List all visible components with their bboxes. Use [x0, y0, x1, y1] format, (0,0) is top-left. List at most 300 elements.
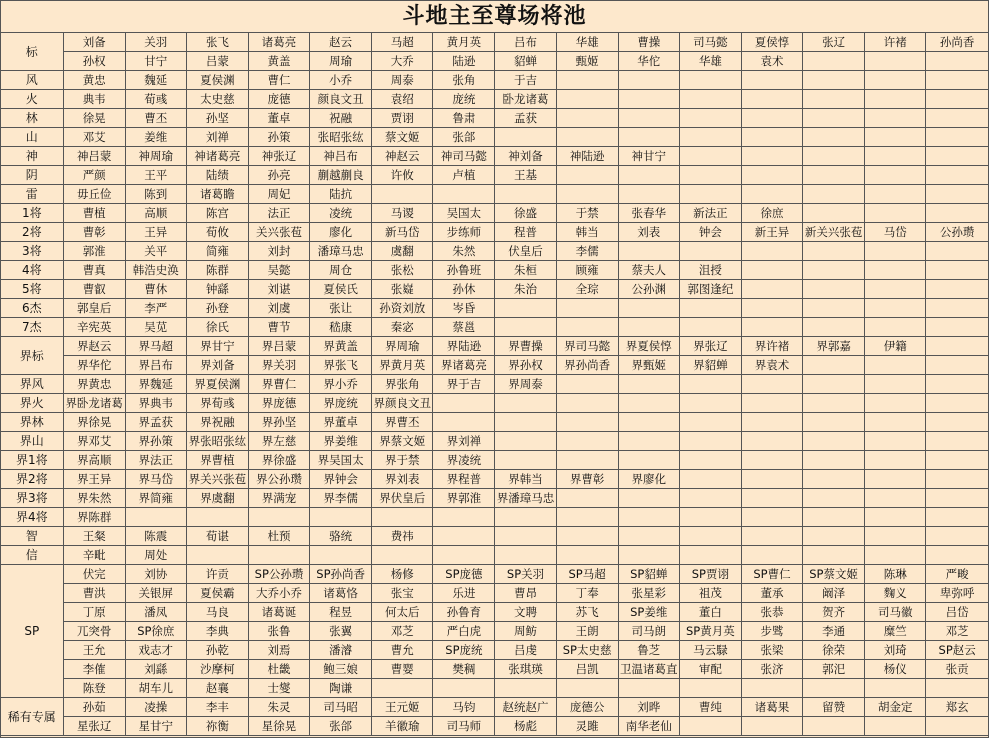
general-cell[interactable] — [865, 261, 926, 280]
general-cell[interactable]: 界韩当 — [495, 470, 556, 489]
general-cell[interactable]: 祢衡 — [186, 717, 248, 736]
general-cell[interactable]: 王允 — [63, 641, 125, 660]
general-cell[interactable] — [679, 375, 741, 394]
general-cell[interactable] — [679, 128, 741, 147]
general-cell[interactable]: 张宝 — [372, 584, 433, 603]
general-cell[interactable] — [926, 717, 988, 736]
general-cell[interactable] — [741, 147, 802, 166]
general-cell[interactable]: 神张辽 — [248, 147, 309, 166]
general-cell[interactable]: 界周瑜 — [372, 337, 433, 356]
general-cell[interactable] — [926, 679, 988, 698]
general-cell[interactable]: 关平 — [125, 242, 186, 261]
general-cell[interactable]: 关兴张苞 — [248, 223, 309, 242]
general-cell[interactable]: 程普 — [495, 223, 556, 242]
general-cell[interactable]: 鲁肃 — [433, 109, 495, 128]
general-cell[interactable]: SP贾诩 — [679, 565, 741, 584]
general-cell[interactable]: 刘焉 — [248, 641, 309, 660]
general-cell[interactable]: 界简雍 — [125, 489, 186, 508]
general-cell[interactable]: 贾诩 — [372, 109, 433, 128]
general-cell[interactable] — [372, 546, 433, 565]
general-cell[interactable] — [741, 717, 802, 736]
general-cell[interactable] — [865, 394, 926, 413]
general-cell[interactable]: 界颜良文丑 — [372, 394, 433, 413]
general-cell[interactable]: 刘虞 — [248, 299, 309, 318]
general-cell[interactable] — [926, 394, 988, 413]
general-cell[interactable] — [372, 679, 433, 698]
general-cell[interactable]: 界司马懿 — [556, 337, 618, 356]
general-cell[interactable]: 朱桓 — [495, 261, 556, 280]
general-cell[interactable] — [618, 546, 679, 565]
general-cell[interactable]: 陆逊 — [433, 52, 495, 71]
general-cell[interactable]: 王平 — [125, 166, 186, 185]
general-cell[interactable] — [741, 489, 802, 508]
general-cell[interactable] — [926, 337, 988, 356]
general-cell[interactable]: 南华老仙 — [618, 717, 679, 736]
general-cell[interactable]: 赵云 — [310, 33, 372, 52]
general-cell[interactable]: 曹昂 — [495, 584, 556, 603]
general-cell[interactable] — [679, 508, 741, 527]
general-cell[interactable]: 赵襄 — [186, 679, 248, 698]
general-cell[interactable]: 神甘宁 — [618, 147, 679, 166]
general-cell[interactable]: 张飞 — [186, 33, 248, 52]
general-cell[interactable]: 张松 — [372, 261, 433, 280]
general-cell[interactable]: 鲍三娘 — [310, 660, 372, 679]
general-cell[interactable] — [679, 147, 741, 166]
general-cell[interactable]: 界马超 — [125, 337, 186, 356]
general-cell[interactable] — [618, 299, 679, 318]
general-cell[interactable]: 界关兴张苞 — [186, 470, 248, 489]
general-cell[interactable] — [865, 413, 926, 432]
general-cell[interactable] — [865, 90, 926, 109]
general-cell[interactable]: 陈群 — [186, 261, 248, 280]
general-cell[interactable] — [803, 280, 865, 299]
general-cell[interactable]: 曹允 — [372, 641, 433, 660]
general-cell[interactable]: 张春华 — [618, 204, 679, 223]
general-cell[interactable]: 于吉 — [495, 71, 556, 90]
general-cell[interactable] — [865, 375, 926, 394]
general-cell[interactable] — [741, 432, 802, 451]
general-cell[interactable] — [865, 717, 926, 736]
general-cell[interactable]: 界曹植 — [186, 451, 248, 470]
general-cell[interactable]: 虞翻 — [372, 242, 433, 261]
general-cell[interactable] — [556, 489, 618, 508]
general-cell[interactable] — [556, 527, 618, 546]
general-cell[interactable]: 曹植 — [63, 204, 125, 223]
general-cell[interactable] — [618, 109, 679, 128]
general-cell[interactable] — [926, 527, 988, 546]
general-cell[interactable]: 嵇康 — [310, 318, 372, 337]
general-cell[interactable] — [618, 71, 679, 90]
general-cell[interactable]: 丁奉 — [556, 584, 618, 603]
general-cell[interactable]: 卧龙诸葛 — [495, 90, 556, 109]
general-cell[interactable] — [741, 679, 802, 698]
general-cell[interactable]: 吴国太 — [433, 204, 495, 223]
general-cell[interactable] — [741, 299, 802, 318]
general-cell[interactable]: 界周泰 — [495, 375, 556, 394]
general-cell[interactable]: 司马徽 — [865, 603, 926, 622]
general-cell[interactable] — [618, 375, 679, 394]
general-cell[interactable]: 董卓 — [248, 109, 309, 128]
general-cell[interactable]: 司马朗 — [618, 622, 679, 641]
general-cell[interactable] — [495, 413, 556, 432]
general-cell[interactable]: 诸葛恪 — [310, 584, 372, 603]
general-cell[interactable]: 孙茹 — [63, 698, 125, 717]
general-cell[interactable]: 诸葛亮 — [248, 33, 309, 52]
general-cell[interactable]: 曹纯 — [679, 698, 741, 717]
general-cell[interactable] — [803, 128, 865, 147]
general-cell[interactable]: 曹彰 — [63, 223, 125, 242]
general-cell[interactable]: 黄月英 — [433, 33, 495, 52]
general-cell[interactable]: 赵统赵广 — [495, 698, 556, 717]
general-cell[interactable]: SP庞德 — [433, 565, 495, 584]
general-cell[interactable] — [865, 147, 926, 166]
general-cell[interactable]: 孙乾 — [186, 641, 248, 660]
general-cell[interactable] — [741, 546, 802, 565]
general-cell[interactable] — [926, 147, 988, 166]
general-cell[interactable] — [926, 242, 988, 261]
general-cell[interactable]: 严畯 — [926, 565, 988, 584]
general-cell[interactable]: 戏志才 — [125, 641, 186, 660]
general-cell[interactable] — [495, 318, 556, 337]
general-cell[interactable] — [618, 413, 679, 432]
general-cell[interactable]: 陈登 — [63, 679, 125, 698]
general-cell[interactable] — [865, 432, 926, 451]
general-cell[interactable]: 张嶷 — [372, 280, 433, 299]
general-cell[interactable]: 界貂蝉 — [679, 356, 741, 375]
general-cell[interactable]: 董白 — [679, 603, 741, 622]
general-cell[interactable]: 全琮 — [556, 280, 618, 299]
general-cell[interactable]: SP蔡文姬 — [803, 565, 865, 584]
general-cell[interactable]: 刘晔 — [618, 698, 679, 717]
general-cell[interactable]: 王元姬 — [372, 698, 433, 717]
general-cell[interactable]: 界郭嘉 — [803, 337, 865, 356]
general-cell[interactable]: 吕凯 — [556, 660, 618, 679]
general-cell[interactable]: 界程普 — [433, 470, 495, 489]
general-cell[interactable]: 张恭 — [741, 603, 802, 622]
general-cell[interactable]: 曹休 — [125, 280, 186, 299]
general-cell[interactable]: 界小乔 — [310, 375, 372, 394]
general-cell[interactable]: 界夏侯渊 — [186, 375, 248, 394]
general-cell[interactable]: 界典韦 — [125, 394, 186, 413]
general-cell[interactable]: 界夏侯惇 — [618, 337, 679, 356]
general-cell[interactable]: 张昭张纮 — [310, 128, 372, 147]
general-cell[interactable]: 界孙尚香 — [556, 356, 618, 375]
general-cell[interactable]: 于禁 — [556, 204, 618, 223]
general-cell[interactable]: 李丰 — [186, 698, 248, 717]
general-cell[interactable]: 界甘宁 — [186, 337, 248, 356]
general-cell[interactable]: 刘谌 — [248, 280, 309, 299]
general-cell[interactable] — [679, 90, 741, 109]
general-cell[interactable] — [556, 451, 618, 470]
general-cell[interactable] — [865, 470, 926, 489]
general-cell[interactable]: 神陆逊 — [556, 147, 618, 166]
general-cell[interactable]: 羊徽瑜 — [372, 717, 433, 736]
general-cell[interactable]: 马云騄 — [679, 641, 741, 660]
general-cell[interactable]: 辛毗 — [63, 546, 125, 565]
general-cell[interactable] — [556, 679, 618, 698]
general-cell[interactable] — [495, 546, 556, 565]
general-cell[interactable]: 郭皇后 — [63, 299, 125, 318]
general-cell[interactable]: 郑玄 — [926, 698, 988, 717]
general-cell[interactable]: 孙权 — [63, 52, 125, 71]
general-cell[interactable]: 乐进 — [433, 584, 495, 603]
general-cell[interactable]: 杨修 — [372, 565, 433, 584]
general-cell[interactable]: 曹婴 — [372, 660, 433, 679]
general-cell[interactable]: 胡金定 — [865, 698, 926, 717]
general-cell[interactable] — [556, 90, 618, 109]
general-cell[interactable]: 界虞翻 — [186, 489, 248, 508]
general-cell[interactable]: 辛宪英 — [63, 318, 125, 337]
general-cell[interactable]: 魏延 — [125, 71, 186, 90]
general-cell[interactable]: 界李儒 — [310, 489, 372, 508]
general-cell[interactable]: SP赵云 — [926, 641, 988, 660]
general-cell[interactable]: 界祝融 — [186, 413, 248, 432]
general-cell[interactable]: 夏侯渊 — [186, 71, 248, 90]
general-cell[interactable] — [803, 508, 865, 527]
general-cell[interactable]: 许褚 — [865, 33, 926, 52]
general-cell[interactable] — [679, 546, 741, 565]
general-cell[interactable]: 星甘宁 — [125, 717, 186, 736]
general-cell[interactable] — [556, 546, 618, 565]
general-cell[interactable]: 姜维 — [125, 128, 186, 147]
general-cell[interactable] — [926, 166, 988, 185]
general-cell[interactable]: 王异 — [125, 223, 186, 242]
general-cell[interactable] — [926, 204, 988, 223]
general-cell[interactable] — [803, 299, 865, 318]
general-cell[interactable]: 界黄忠 — [63, 375, 125, 394]
general-cell[interactable]: 刘备 — [63, 33, 125, 52]
general-cell[interactable]: 张郃 — [310, 717, 372, 736]
general-cell[interactable] — [433, 394, 495, 413]
general-cell[interactable] — [679, 109, 741, 128]
general-cell[interactable]: 张琪瑛 — [495, 660, 556, 679]
general-cell[interactable]: SP关羽 — [495, 565, 556, 584]
general-cell[interactable]: 孟获 — [495, 109, 556, 128]
general-cell[interactable]: 吕岱 — [926, 603, 988, 622]
general-cell[interactable]: 吕虔 — [495, 641, 556, 660]
general-cell[interactable]: 法正 — [248, 204, 309, 223]
general-cell[interactable]: 界廖化 — [618, 470, 679, 489]
general-cell[interactable]: 陈宫 — [186, 204, 248, 223]
general-cell[interactable]: 界公孙瓒 — [248, 470, 309, 489]
general-cell[interactable]: 马超 — [372, 33, 433, 52]
general-cell[interactable]: 界庞统 — [310, 394, 372, 413]
general-cell[interactable]: 界徐盛 — [248, 451, 309, 470]
general-cell[interactable]: 界荀彧 — [186, 394, 248, 413]
general-cell[interactable]: 留赞 — [803, 698, 865, 717]
general-cell[interactable]: 界庞德 — [248, 394, 309, 413]
general-cell[interactable]: 新王异 — [741, 223, 802, 242]
general-cell[interactable]: 界姜维 — [310, 432, 372, 451]
general-cell[interactable] — [803, 52, 865, 71]
general-cell[interactable]: 吴懿 — [248, 261, 309, 280]
general-cell[interactable] — [741, 280, 802, 299]
general-cell[interactable] — [679, 413, 741, 432]
general-cell[interactable] — [741, 185, 802, 204]
general-cell[interactable]: 界袁术 — [741, 356, 802, 375]
general-cell[interactable]: 荀谌 — [186, 527, 248, 546]
general-cell[interactable]: 张翼 — [310, 622, 372, 641]
general-cell[interactable] — [803, 546, 865, 565]
general-cell[interactable]: 神吕蒙 — [63, 147, 125, 166]
general-cell[interactable] — [556, 299, 618, 318]
general-cell[interactable]: 界于吉 — [433, 375, 495, 394]
general-cell[interactable]: 庞统 — [433, 90, 495, 109]
general-cell[interactable]: 界潘璋马忠 — [495, 489, 556, 508]
general-cell[interactable] — [865, 242, 926, 261]
general-cell[interactable] — [865, 679, 926, 698]
general-cell[interactable]: SP庞统 — [433, 641, 495, 660]
general-cell[interactable]: 周处 — [125, 546, 186, 565]
general-cell[interactable]: 界马岱 — [125, 470, 186, 489]
general-cell[interactable]: 界甄姬 — [618, 356, 679, 375]
general-cell[interactable]: 蒯越蒯良 — [310, 166, 372, 185]
general-cell[interactable]: 卑弥呼 — [926, 584, 988, 603]
general-cell[interactable]: 糜竺 — [865, 622, 926, 641]
general-cell[interactable] — [679, 470, 741, 489]
general-cell[interactable] — [741, 90, 802, 109]
general-cell[interactable]: 孙鲁班 — [433, 261, 495, 280]
general-cell[interactable]: 张星彩 — [618, 584, 679, 603]
general-cell[interactable]: 界关羽 — [248, 356, 309, 375]
general-cell[interactable] — [556, 432, 618, 451]
general-cell[interactable]: 丁原 — [63, 603, 125, 622]
general-cell[interactable] — [741, 394, 802, 413]
general-cell[interactable]: 袁绍 — [372, 90, 433, 109]
general-cell[interactable]: 神诸葛亮 — [186, 147, 248, 166]
general-cell[interactable] — [803, 71, 865, 90]
general-cell[interactable]: 曹仁 — [248, 71, 309, 90]
general-cell[interactable] — [926, 280, 988, 299]
general-cell[interactable]: 祝融 — [310, 109, 372, 128]
general-cell[interactable]: 曹节 — [248, 318, 309, 337]
general-cell[interactable]: 阚泽 — [803, 584, 865, 603]
general-cell[interactable]: 孙鲁育 — [433, 603, 495, 622]
general-cell[interactable]: 许攸 — [372, 166, 433, 185]
general-cell[interactable] — [495, 527, 556, 546]
general-cell[interactable] — [803, 109, 865, 128]
general-cell[interactable] — [679, 166, 741, 185]
general-cell[interactable] — [926, 470, 988, 489]
general-cell[interactable]: 夏侯氏 — [310, 280, 372, 299]
general-cell[interactable]: 李典 — [186, 622, 248, 641]
general-cell[interactable]: SP太史慈 — [556, 641, 618, 660]
general-cell[interactable]: 界孙坚 — [248, 413, 309, 432]
general-cell[interactable] — [741, 375, 802, 394]
general-cell[interactable] — [248, 546, 309, 565]
general-cell[interactable]: 周瑜 — [310, 52, 372, 71]
general-cell[interactable]: 孙坚 — [186, 109, 248, 128]
general-cell[interactable]: 周仓 — [310, 261, 372, 280]
general-cell[interactable]: 界黄盖 — [310, 337, 372, 356]
general-cell[interactable]: 蔡文姬 — [372, 128, 433, 147]
general-cell[interactable]: 界凌统 — [433, 451, 495, 470]
general-cell[interactable]: 杨仪 — [865, 660, 926, 679]
general-cell[interactable]: 界伏皇后 — [372, 489, 433, 508]
general-cell[interactable] — [679, 71, 741, 90]
general-cell[interactable]: 新马岱 — [372, 223, 433, 242]
general-cell[interactable]: 伏完 — [63, 565, 125, 584]
general-cell[interactable]: 朱然 — [433, 242, 495, 261]
general-cell[interactable]: SP孙尚香 — [310, 565, 372, 584]
general-cell[interactable] — [556, 128, 618, 147]
general-cell[interactable] — [186, 508, 248, 527]
general-cell[interactable]: 界卧龙诸葛 — [63, 394, 125, 413]
general-cell[interactable] — [741, 109, 802, 128]
general-cell[interactable]: 新法正 — [679, 204, 741, 223]
general-cell[interactable]: 界郭淮 — [433, 489, 495, 508]
general-cell[interactable]: 张郃 — [433, 128, 495, 147]
general-cell[interactable] — [803, 679, 865, 698]
general-cell[interactable]: 审配 — [679, 660, 741, 679]
general-cell[interactable] — [803, 451, 865, 470]
general-cell[interactable]: 孙策 — [248, 128, 309, 147]
general-cell[interactable]: 潘凤 — [125, 603, 186, 622]
general-cell[interactable]: 庞德 — [248, 90, 309, 109]
general-cell[interactable] — [741, 470, 802, 489]
general-cell[interactable]: 界吕布 — [125, 356, 186, 375]
general-cell[interactable] — [372, 185, 433, 204]
general-cell[interactable]: 司马师 — [433, 717, 495, 736]
general-cell[interactable]: 界魏延 — [125, 375, 186, 394]
general-cell[interactable] — [495, 432, 556, 451]
general-cell[interactable]: 士燮 — [248, 679, 309, 698]
general-cell[interactable]: 神刘备 — [495, 147, 556, 166]
general-cell[interactable] — [926, 299, 988, 318]
general-cell[interactable] — [310, 508, 372, 527]
general-cell[interactable]: 新关兴张苞 — [803, 223, 865, 242]
general-cell[interactable]: 张让 — [310, 299, 372, 318]
general-cell[interactable]: 神赵云 — [372, 147, 433, 166]
general-cell[interactable]: 甘宁 — [125, 52, 186, 71]
general-cell[interactable] — [556, 166, 618, 185]
general-cell[interactable]: SP马超 — [556, 565, 618, 584]
general-cell[interactable] — [865, 166, 926, 185]
general-cell[interactable]: SP貂蝉 — [618, 565, 679, 584]
general-cell[interactable] — [865, 451, 926, 470]
general-cell[interactable]: 周鲂 — [495, 622, 556, 641]
general-cell[interactable] — [679, 299, 741, 318]
general-cell[interactable] — [741, 527, 802, 546]
general-cell[interactable]: 界张辽 — [679, 337, 741, 356]
general-cell[interactable] — [741, 242, 802, 261]
general-cell[interactable] — [803, 185, 865, 204]
general-cell[interactable]: 王粲 — [63, 527, 125, 546]
general-cell[interactable]: 界黄月英 — [372, 356, 433, 375]
general-cell[interactable] — [433, 679, 495, 698]
general-cell[interactable]: 张辽 — [803, 33, 865, 52]
general-cell[interactable] — [865, 508, 926, 527]
general-cell[interactable] — [803, 356, 865, 375]
general-cell[interactable] — [803, 717, 865, 736]
general-cell[interactable]: 李儒 — [556, 242, 618, 261]
general-cell[interactable]: 张角 — [433, 71, 495, 90]
general-cell[interactable]: 界张角 — [372, 375, 433, 394]
general-cell[interactable] — [679, 318, 741, 337]
general-cell[interactable] — [803, 394, 865, 413]
general-cell[interactable]: 陆抗 — [310, 185, 372, 204]
general-cell[interactable]: 夏侯惇 — [741, 33, 802, 52]
general-cell[interactable]: 蔡邕 — [433, 318, 495, 337]
general-cell[interactable] — [679, 432, 741, 451]
general-cell[interactable]: 界诸葛亮 — [433, 356, 495, 375]
general-cell[interactable]: 界邓艾 — [63, 432, 125, 451]
general-cell[interactable]: 孙登 — [186, 299, 248, 318]
general-cell[interactable]: 刘琦 — [865, 641, 926, 660]
general-cell[interactable]: 司马昭 — [310, 698, 372, 717]
general-cell[interactable]: 沙摩柯 — [186, 660, 248, 679]
general-cell[interactable]: 界孙权 — [495, 356, 556, 375]
